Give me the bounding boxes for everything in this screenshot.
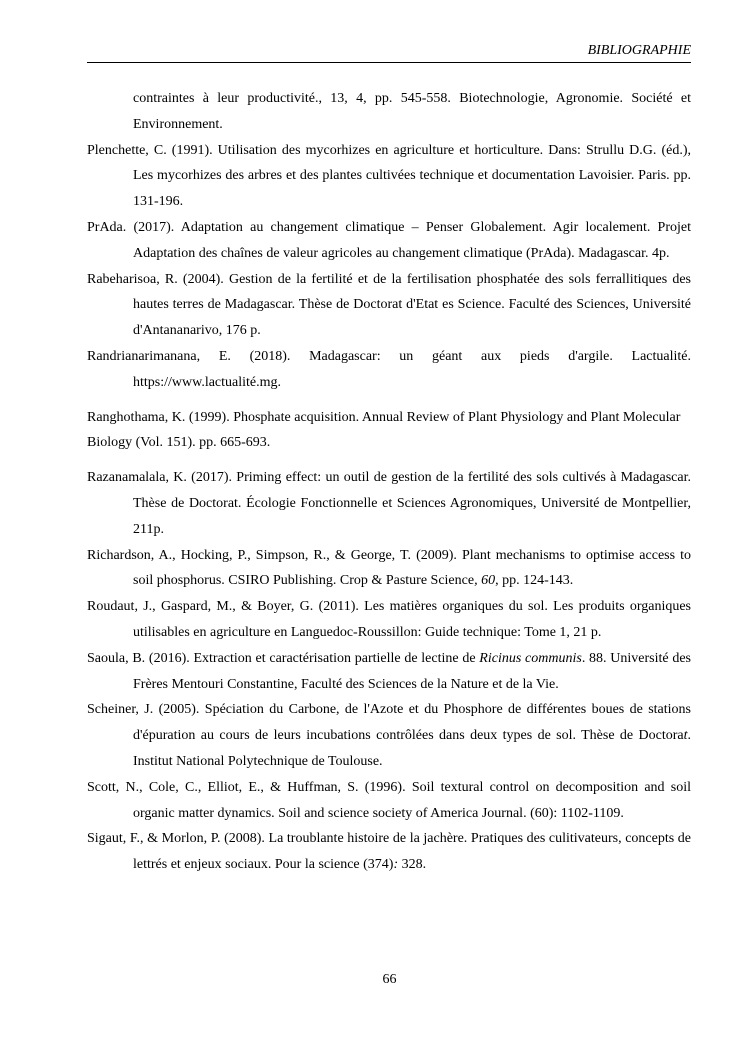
bibliography-list (87, 86, 691, 878)
entry-text: Richardson, A., Hocking, P., Simpson, R., & George, T. (2009). Plant mechanisms to optimise access to soil phosphorus. CSIRO Publishing. Crop & Pasture Science (87, 547, 691, 589)
entry-text: Scheiner, J. (2005). Spéciation du Carbone, de l'Azote et du Phosphore de différentes boues de stations d'épuration au cours de leurs incubations contrôlées dans deux types de sol. Thèse de Doctora (87, 702, 691, 744)
entry-text: . Institut National Polytechnique de Toulouse. (133, 728, 691, 769)
entry-italic: Ricinus communis (479, 650, 582, 666)
bib-entry-plenchette: Plenchette, C. (1991). Utilisation des mycorhizes en agriculture et horticulture. Dans: Strullu D.G. (éd.), Les mycorhizes des arbres et des plantes cultivées technique et documentation Lavoisier. Paris. pp. 131-196. (87, 142, 691, 210)
entry-text: Sigaut, F., & Morlon, P. (2008). La troublante histoire de la jachère. Pratiques des culitivateurs, concepts de lettrés et enjeux sociaux. Pour la science (374) (87, 831, 691, 873)
entry-text: 328. (398, 857, 427, 873)
bib-entry-ranghothama: Ranghothama, K. (1999). Phosphate acquisition. Annual Review of Plant Physiology and Plant Molecular Biology (Vol. 151). pp. 665-693. (87, 409, 681, 451)
bib-entry-razanamalala: Razanamalala, K. (2017). Priming effect: un outil de gestion de la fertilité des sols cultivés à Madagascar. Thèse de Doctorat. Écologie Fonctionnelle et Sciences Agronomiques, Université de Montpellier, 211p. (87, 470, 691, 537)
bib-entry-scheiner (87, 697, 691, 774)
bib-entry-scott: Scott, N., Cole, C., Elliot, E., & Huffman, S. (1996). Soil textural control on decomposition and soil organic matter dynamics. Soil and science society of America Journal. (60): 1102-1109. (87, 779, 691, 821)
bib-entry-richardson (87, 543, 691, 595)
page-number: 66 (382, 972, 397, 987)
bib-entry-rabeharisoa: Rabeharisoa, R. (2004). Gestion de la fertilité et de la fertilisation phosphatée des sols ferrallitiques des hautes terres de Madagascar. Thèse de Doctorat d'Etat es Science. Faculté des Sciences, Université d'Antananarivo, 176 p. (87, 271, 691, 339)
bib-entry-continuation: contraintes à leur productivité., 13, 4, pp. 545-558. Biotechnologie, Agronomie. Société et Environnement. (133, 91, 691, 132)
entry-text: . 88. Université des Frères Mentouri Constantine, Faculté des Sciences de la Nature et de la Vie. (133, 650, 692, 692)
bib-entry-saoula (87, 646, 691, 698)
header-title: BIBLIOGRAPHIE (587, 43, 691, 58)
bib-entry-sigaut (87, 826, 691, 878)
bib-entry-randrianarimanana: Randrianarimanana, E. (2018). Madagascar: un géant aux pieds d'argile. Lactualité. https://www.lactualité.mg. (87, 348, 691, 390)
entry-italic: : (393, 857, 399, 873)
bib-entry-roudaut: Roudaut, J., Gaspard, M., & Boyer, G. (2011). Les matières organiques du sol. Les produits organiques utilisables en agriculture en Languedoc-Roussillon: Guide technique: Tome 1, 21 p. (87, 599, 691, 640)
entry-text: Saoula, B. (2016). Extraction et caractérisation partielle de lectine de (87, 650, 480, 666)
running-header (87, 42, 691, 63)
entry-italic: , 60 (474, 573, 496, 589)
entry-text: , pp. 124-143. (495, 573, 574, 589)
entry-italic: t (683, 728, 688, 744)
bib-entry-prada: PrAda. (2017). Adaptation au changement climatique – Penser Globalement. Agir localement. Projet Adaptation des chaînes de valeur agricoles au changement climatique (PrAda). Madagascar. 4p. (87, 219, 691, 261)
